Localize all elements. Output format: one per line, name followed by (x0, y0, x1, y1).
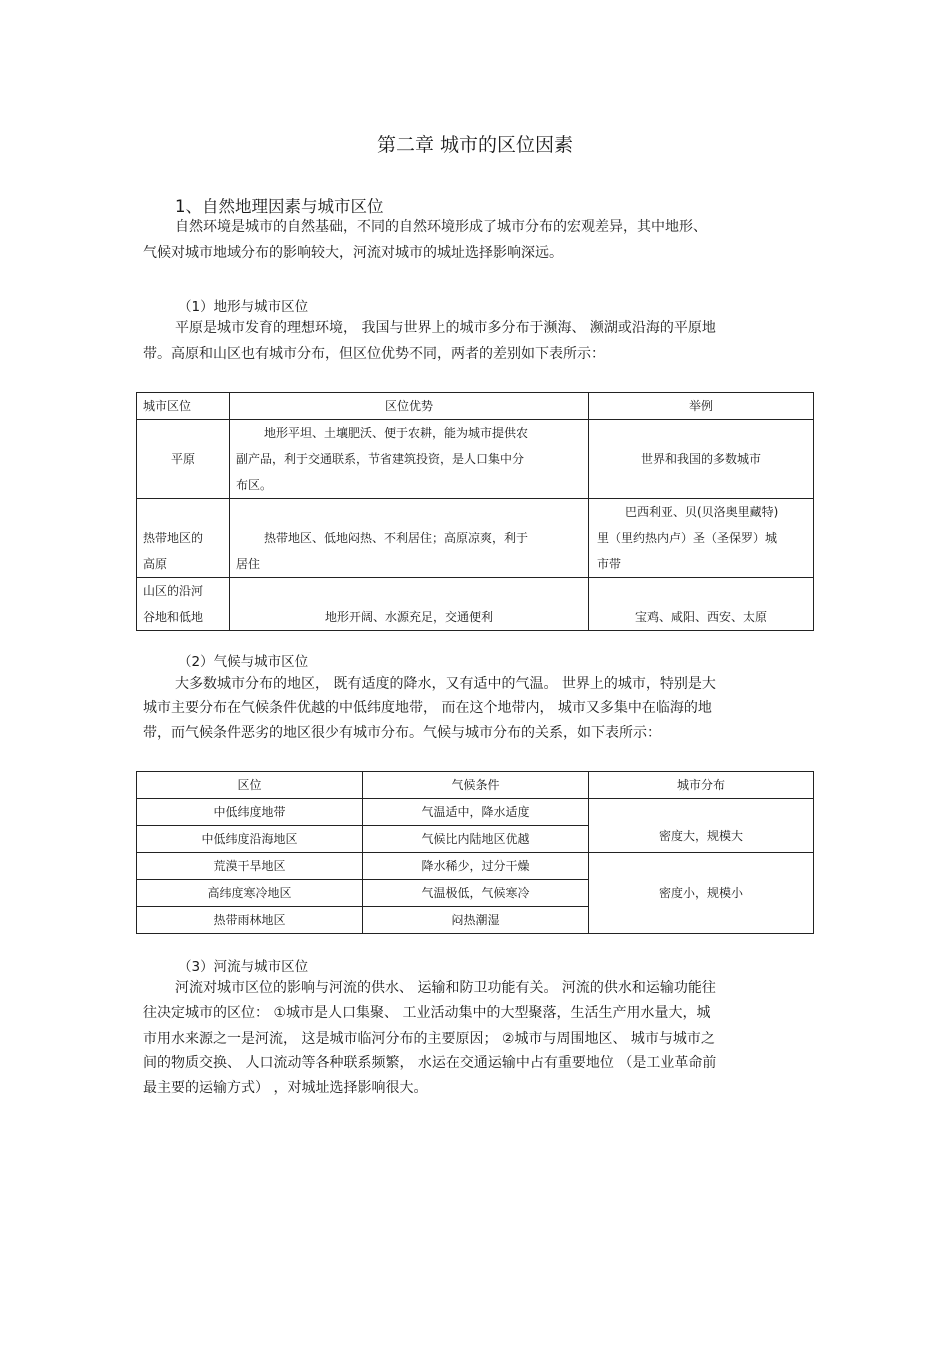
climate-line-3: 带，而气候条件恶劣的地区很少有城市分布。气候与城市分布的关系，如下表所示： (143, 725, 661, 741)
location-line: 热带地区的 (143, 531, 204, 545)
page-title: 第二章 城市的区位因素 (376, 134, 574, 156)
table-row (137, 578, 814, 631)
zone-cell: 荒漠干旱地区 (137, 853, 363, 880)
climate-table (136, 771, 814, 934)
location-line: 山区的沿河 (143, 584, 204, 598)
climate-cell: 气候比内陆地区优越 (363, 826, 589, 853)
header-cell: 区位优势 (230, 393, 589, 420)
intro-line-1: 自然环境是城市的自然基础，不同的自然环境形成了城市分布的宏观差异，其中地形、 (175, 219, 707, 235)
table-header-row (137, 772, 814, 799)
advantage-line: 地形平坦、土壤肥沃、便于农耕，能为城市提供农 (264, 426, 529, 440)
advantage-line: 布区。 (236, 478, 273, 492)
example-cell: 世界和我国的多数城市 (589, 420, 814, 499)
section-heading-natural-factors: 1、自然地理因素与城市区位 (175, 197, 384, 216)
advantage-line: 居住 (236, 557, 261, 571)
distribution-cell-good: 密度大，规模大 (589, 799, 814, 853)
subheading-terrain: （1）地形与城市区位 (178, 299, 309, 315)
distribution-cell-poor: 密度小，规模小 (589, 853, 814, 934)
river-line-2: 往决定城市的区位： ①城市是人口集聚、 工业活动集中的大型聚落，生活生产用水量大，城 (143, 1005, 711, 1021)
advantage-cell (230, 499, 589, 578)
example-line: 市带 (597, 557, 622, 571)
header-cell: 气候条件 (363, 772, 589, 799)
climate-cell: 气温适中，降水适度 (363, 799, 589, 826)
table-row (137, 420, 814, 499)
header-cell: 城市区位 (137, 393, 230, 420)
example-line: 里（里约热内卢）圣（圣保罗）城 (597, 531, 778, 545)
climate-cell: 气温极低，气候寒冷 (363, 880, 589, 907)
example-line: 巴西利亚、贝(贝洛奥里藏特) (625, 505, 779, 519)
table-row (137, 799, 814, 826)
zone-cell: 中低纬度地带 (137, 799, 363, 826)
location-cell (137, 499, 230, 578)
zone-cell: 中低纬度沿海地区 (137, 826, 363, 853)
advantage-cell (230, 420, 589, 499)
terrain-line-1: 平原是城市发育的理想环境， 我国与世界上的城市多分布于濒海、 濒湖或沿海的平原地 (175, 320, 716, 336)
subheading-river: （3）河流与城市区位 (178, 959, 309, 975)
header-cell: 举例 (589, 393, 814, 420)
climate-cell: 降水稀少，过分干燥 (363, 853, 589, 880)
table-header-row (137, 393, 814, 420)
header-cell: 区位 (137, 772, 363, 799)
advantage-line: 副产品，利于交通联系，节省建筑投资，是人口集中分 (236, 452, 525, 466)
climate-line-2: 城市主要分布在气候条件优越的中低纬度地带， 而在这个地带内， 城市又多集中在临海的地 (143, 700, 712, 716)
river-line-5: 最主要的运输方式） ，对城址选择影响很大。 (143, 1080, 428, 1096)
subheading-climate: （2）气候与城市区位 (178, 654, 309, 670)
location-cell: 平原 (137, 420, 230, 499)
climate-line-1: 大多数城市分布的地区， 既有适度的降水，又有适中的气温。 世界上的城市，特别是大 (175, 676, 716, 692)
zone-cell: 热带雨林地区 (137, 907, 363, 934)
location-cell (137, 578, 230, 631)
climate-cell: 闷热潮湿 (363, 907, 589, 934)
location-line: 谷地和低地 (143, 610, 204, 624)
advantage-line: 热带地区、低地闷热、不利居住；高原凉爽，利于 (264, 531, 529, 545)
advantage-cell: 地形开阔、水源充足，交通便利 (230, 578, 589, 631)
header-cell: 城市分布 (589, 772, 814, 799)
river-line-1: 河流对城市区位的影响与河流的供水、 运输和防卫功能有关。 河流的供水和运输功能往 (175, 980, 716, 996)
terrain-line-2: 带。高原和山区也有城市分布，但区位优势不同，两者的差别如下表所示： (143, 346, 605, 362)
zone-cell: 高纬度寒冷地区 (137, 880, 363, 907)
location-line: 高原 (143, 557, 168, 571)
river-line-3: 市用水来源之一是河流， 这是城市临河分布的主要原因； ②城市与周围地区、 城市与城市之 (143, 1031, 715, 1047)
example-cell: 宝鸡、咸阳、西安、太原 (589, 578, 814, 631)
river-line-4: 间的物质交换、 人口流动等各种联系频繁， 水运在交通运输中占有重要地位 （是工业革命前 (143, 1055, 717, 1071)
example-cell (589, 499, 814, 578)
intro-line-2: 气候对城市地域分布的影响较大，河流对城市的城址选择影响深远。 (143, 245, 563, 261)
table-row (137, 499, 814, 578)
table-row (137, 853, 814, 880)
terrain-table (136, 392, 814, 631)
